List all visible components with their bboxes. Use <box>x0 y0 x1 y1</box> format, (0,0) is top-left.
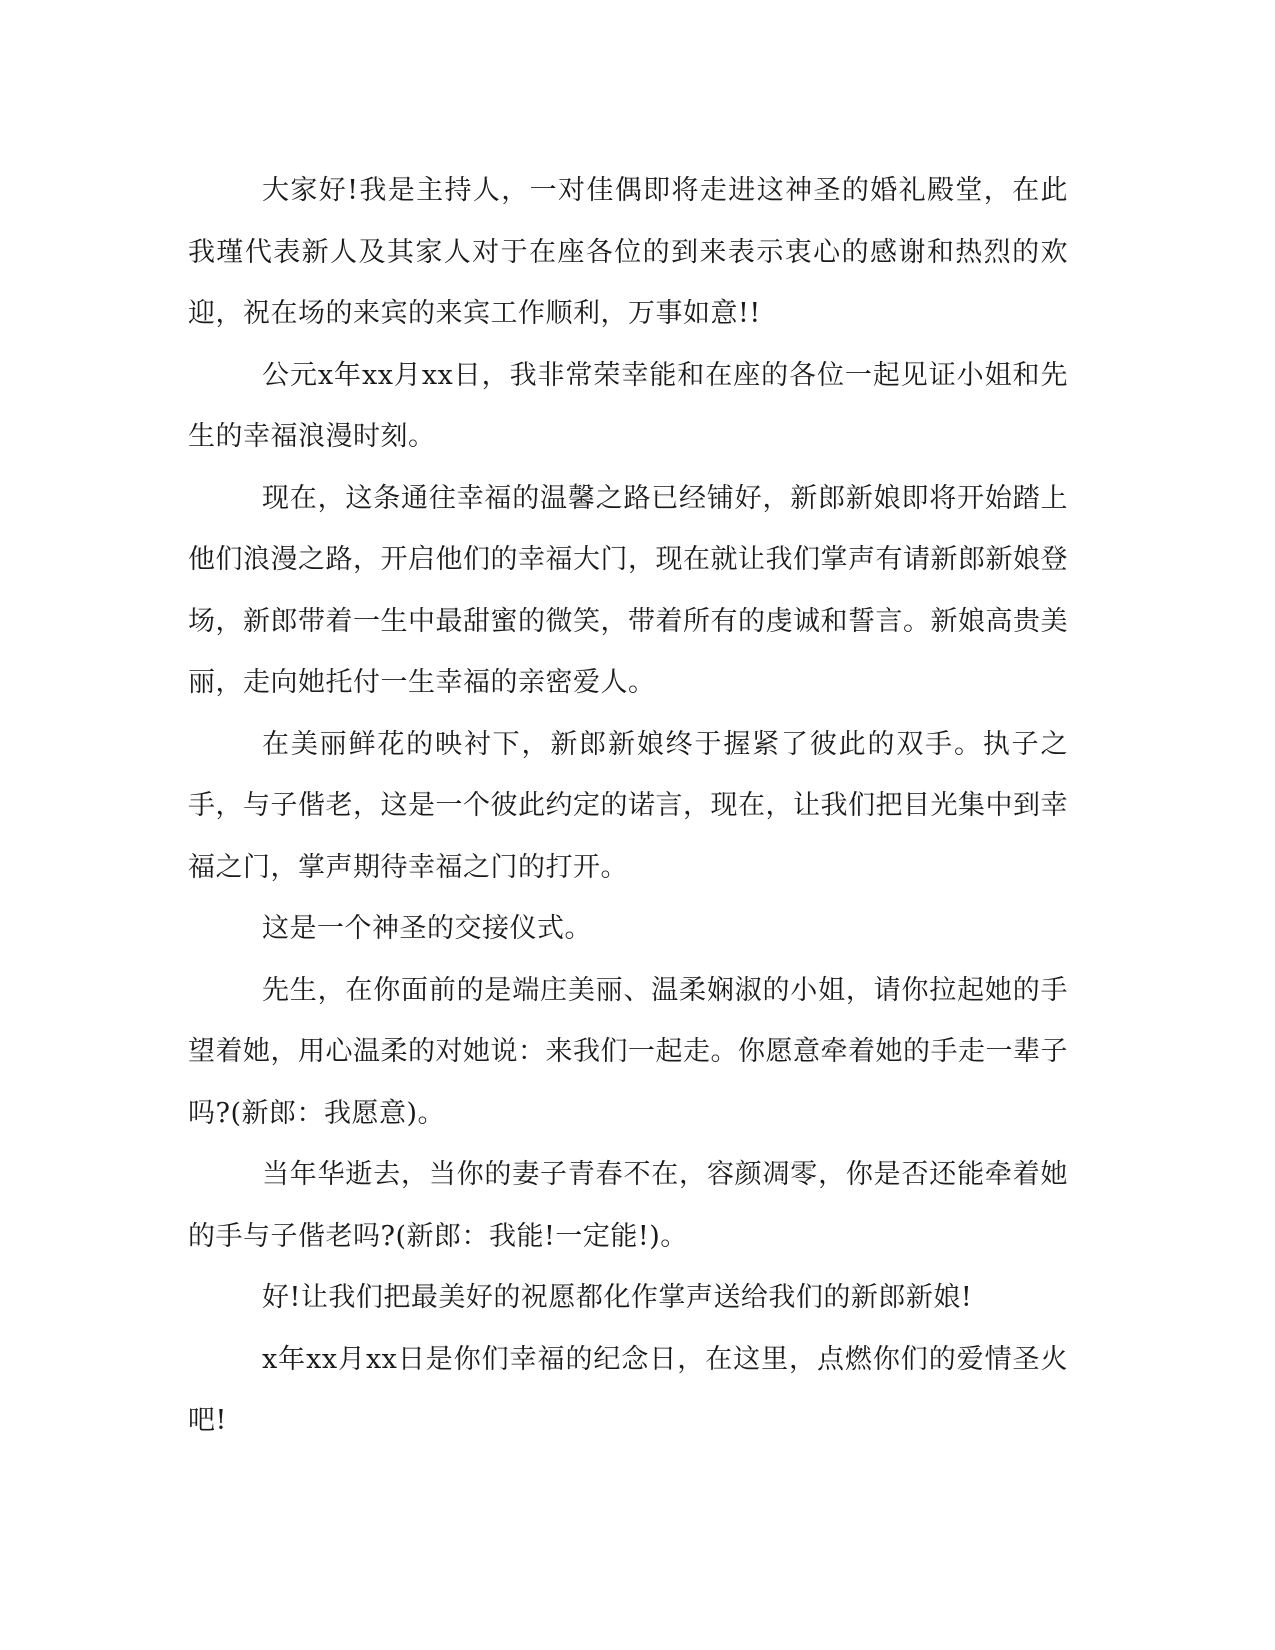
paragraph-anniversary: x年xx月xx日是你们幸福的纪念日，在这里，点燃你们的爱情圣火吧! <box>188 1343 1068 1436</box>
document-body <box>188 160 1068 1452</box>
paragraph-handover-ceremony: 这是一个神圣的交接仪式。 <box>262 913 592 944</box>
paragraph-couple-entrance: 现在，这条通往幸福的温馨之路已经铺好，新郎新娘即将开始踏上他们浪漫之路，开启他们的幸福大门，现在就让我们掌声有请新郎新娘登场，新郎带着一生中最甜蜜的微笑，带着所有的虔诚和誓言。新娘高贵美丽，走向她托付一生幸福的亲密爱人。 <box>188 482 1068 698</box>
paragraph-groom-vow-1: 先生，在你面前的是端庄美丽、温柔娴淑的小姐，请你拉起她的手望着她，用心温柔的对她说：来我们一起走。你愿意牵着她的手走一辈子吗?(新郎：我愿意)。 <box>188 974 1068 1129</box>
paragraph-opening-greeting: 大家好!我是主持人，一对佳偶即将走进这神圣的婚礼殿堂，在此我瑾代表新人及其家人对于在座各位的到来表示衷心的感谢和热烈的欢迎，祝在场的来宾的来宾工作顺利，万事如意!! <box>188 175 1068 329</box>
paragraph-hands-joined: 在美丽鲜花的映衬下，新郎新娘终于握紧了彼此的双手。执子之手，与子偕老，这是一个彼此约定的诺言，现在，让我们把目光集中到幸福之门，掌声期待幸福之门的打开。 <box>188 728 1068 883</box>
paragraph-groom-vow-2: 当年华逝去，当你的妻子青春不在，容颜凋零，你是否还能牵着她的手与子偕老吗?(新郎：我能!一定能!)。 <box>188 1159 1068 1252</box>
paragraph-applause: 好!让我们把最美好的祝愿都化作掌声送给我们的新郎新娘! <box>262 1282 973 1313</box>
paragraph-date-witness: 公元x年xx月xx日，我非常荣幸能和在座的各位一起见证小姐和先生的幸福浪漫时刻。 <box>188 359 1068 452</box>
